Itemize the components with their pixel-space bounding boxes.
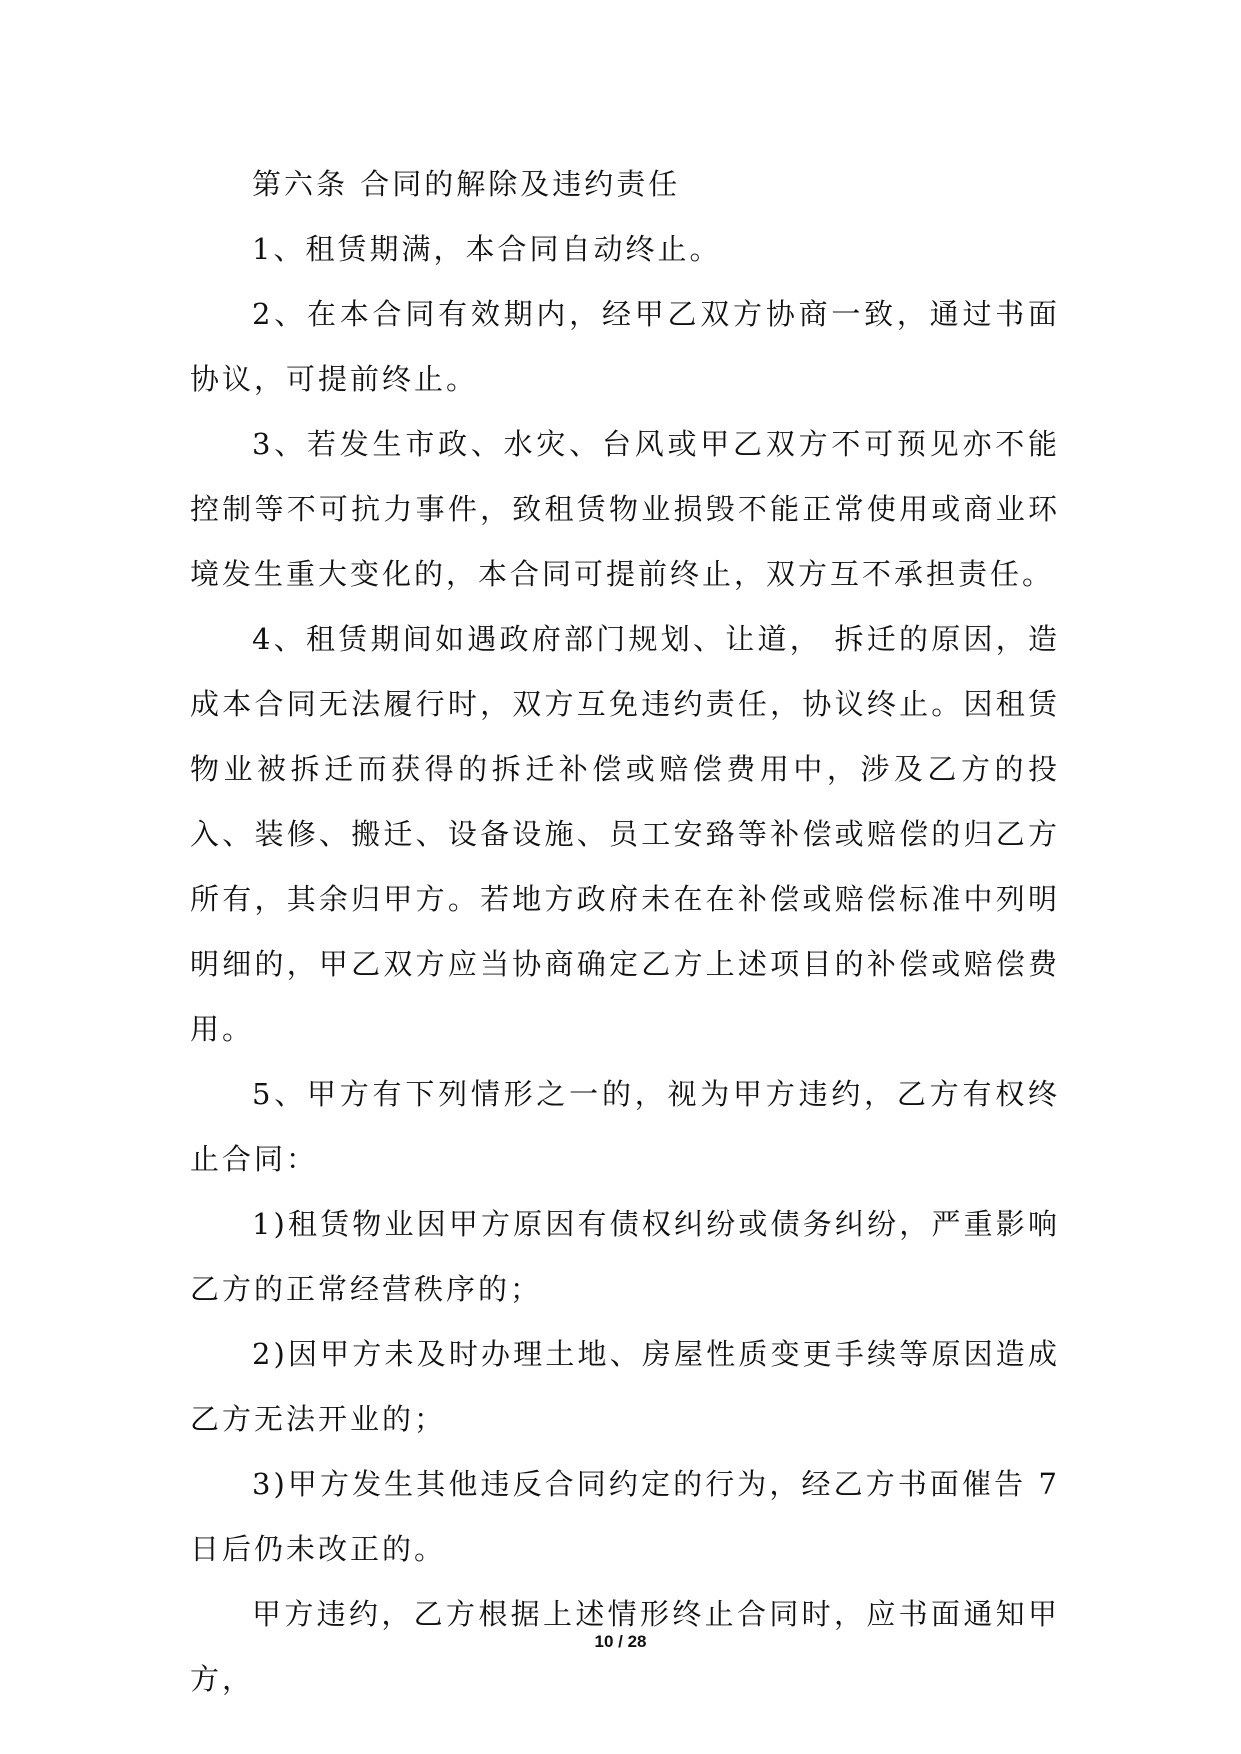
clause-4: 4、租赁期间如遇政府部门规划、让道， 拆迁的原因，造成本合同无法履行时，双方互免违约责任，协议终止。因租赁物业被拆迁而获得的拆迁补偿或赔偿费用中，涉及乙方的投入、装修、搬迁、设备设施、员工安臵等补偿或赔偿的归乙方所有，其余归甲方。若地方政府未在在补偿或赔偿标准中列明明细的，甲乙双方应当协商确定乙方上述项目的补偿或赔偿费用。 [190, 622, 1060, 1046]
continuation-paragraph: 甲方违约，乙方根据上述情形终止合同时，应书面通知甲方， [190, 1597, 1060, 1696]
article-heading: 第六条 合同的解除及违约责任 [252, 167, 681, 201]
clause-2: 2、在本合同有效期内，经甲乙双方协商一致，通过书面协议，可提前终止。 [190, 297, 1060, 396]
clause-1: 1、租赁期满，本合同自动终止。 [252, 232, 722, 266]
sub-clause-1: 1)租赁物业因甲方原因有债权纠纷或债务纠纷，严重影响乙方的正常经营秩序的； [190, 1207, 1060, 1306]
document-body [190, 152, 1060, 1712]
clause-3: 3、若发生市政、水灾、台风或甲乙双方不可预见亦不能控制等不可抗力事件，致租赁物业损毁不能正常使用或商业环境发生重大变化的，本合同可提前终止，双方互不承担责任。 [190, 427, 1060, 591]
page-number: 10 / 28 [594, 1632, 647, 1651]
clause-5: 5、甲方有下列情形之一的，视为甲方违约，乙方有权终止合同： [190, 1077, 1060, 1176]
sub-clause-3: 3)甲方发生其他违反合同约定的行为，经乙方书面催告 7 日后仍未改正的。 [190, 1467, 1060, 1566]
sub-clause-2: 2)因甲方未及时办理土地、房屋性质变更手续等原因造成乙方无法开业的； [190, 1337, 1060, 1436]
